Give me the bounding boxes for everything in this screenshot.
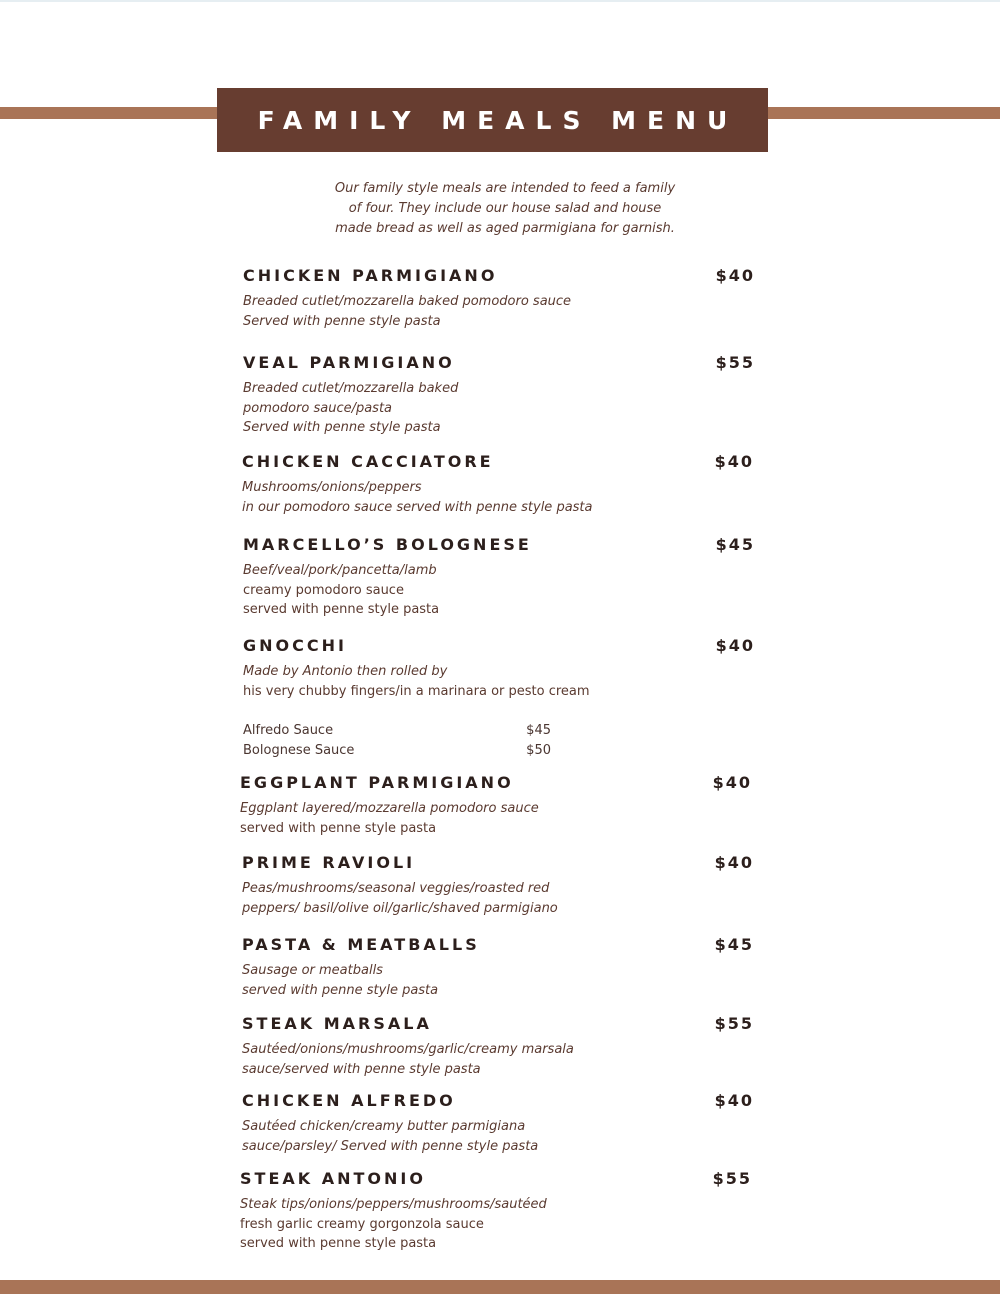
item-price: $40 bbox=[714, 1091, 754, 1110]
item-price: $55 bbox=[714, 1014, 754, 1033]
item-name: MARCELLO’S BOLOGNESE bbox=[243, 535, 532, 554]
item-description bbox=[242, 478, 593, 517]
item-description bbox=[242, 961, 572, 1000]
item-desc-line: Mushrooms/onions/peppers bbox=[242, 480, 422, 495]
menu-title: FAMILY MEALS MENU bbox=[257, 105, 739, 135]
item-desc-line: his very chubby fingers/in a marinara or pesto cream bbox=[243, 683, 590, 699]
item-desc-line: Breaded cutlet/mozzarella baked bbox=[243, 381, 459, 396]
sauce-price: $45 bbox=[526, 723, 551, 738]
item-price: $40 bbox=[712, 773, 752, 792]
item-desc-line: sauce/served with penne style pasta bbox=[242, 1061, 481, 1077]
item-desc-line: Steak tips/onions/peppers/mushrooms/sautéed bbox=[240, 1197, 547, 1212]
item-description bbox=[243, 662, 590, 701]
item-desc-line: in our pomodoro sauce served with penne style pasta bbox=[242, 499, 593, 515]
item-description bbox=[240, 1195, 570, 1254]
item-desc-line: creamy pomodoro sauce bbox=[243, 582, 404, 598]
item-desc-line: Beef/veal/pork/pancetta/lamb bbox=[243, 563, 437, 578]
item-name: CHICKEN PARMIGIANO bbox=[243, 266, 498, 285]
item-desc-line: Served with penne style pasta bbox=[243, 313, 441, 329]
item-desc-line: Breaded cutlet/mozzarella baked pomodoro sauce bbox=[243, 294, 572, 309]
item-desc-line: Sautéed/onions/mushrooms/garlic/creamy marsala bbox=[242, 1042, 574, 1057]
item-desc-line: served with penne style pasta bbox=[240, 820, 437, 836]
item-description bbox=[240, 799, 570, 838]
item-name: CHICKEN ALFREDO bbox=[242, 1091, 456, 1110]
item-price: $40 bbox=[714, 853, 754, 872]
item-desc-line: Eggplant layered/mozzarella pomodoro sauce bbox=[240, 801, 539, 816]
item-desc-line: pomodoro sauce/pasta bbox=[243, 400, 393, 416]
sauce-option bbox=[243, 741, 551, 761]
item-name: CHICKEN CACCIATORE bbox=[242, 452, 494, 471]
item-name: EGGPLANT PARMIGIANO bbox=[240, 773, 514, 792]
item-desc-line: peppers/ basil/olive oil/garlic/shaved parmigiano bbox=[242, 900, 558, 916]
title-box bbox=[217, 88, 768, 152]
gnocchi-sauce-options bbox=[243, 721, 551, 760]
item-price: $55 bbox=[715, 353, 755, 372]
item-price: $40 bbox=[715, 636, 755, 655]
item-description bbox=[243, 379, 573, 438]
item-desc-line: sauce/parsley/ Served with penne style pasta bbox=[242, 1138, 539, 1154]
item-desc-line: served with penne style pasta bbox=[243, 602, 440, 618]
sauce-label: Alfredo Sauce bbox=[243, 723, 334, 738]
sauce-option bbox=[243, 721, 551, 741]
item-description bbox=[243, 561, 573, 620]
item-price: $45 bbox=[715, 535, 755, 554]
item-name: STEAK MARSALA bbox=[242, 1014, 432, 1033]
item-price: $40 bbox=[714, 452, 754, 471]
sauce-price: $50 bbox=[526, 742, 551, 758]
item-description bbox=[242, 879, 572, 918]
item-desc-line: Made by Antonio then rolled by bbox=[243, 664, 448, 679]
top-divider bbox=[0, 0, 1000, 2]
item-desc-line: served with penne style pasta bbox=[240, 1236, 437, 1252]
item-description bbox=[243, 292, 573, 331]
item-name: STEAK ANTONIO bbox=[240, 1169, 426, 1188]
item-desc-line: Peas/mushrooms/seasonal veggies/roasted red bbox=[242, 881, 550, 896]
item-desc-line: Sautéed chicken/creamy butter parmigiana bbox=[242, 1119, 526, 1134]
item-price: $40 bbox=[715, 266, 755, 285]
item-price: $45 bbox=[714, 935, 754, 954]
item-desc-line: Served with penne style pasta bbox=[243, 420, 441, 436]
item-description bbox=[242, 1040, 572, 1079]
item-name: PASTA & MEATBALLS bbox=[242, 935, 480, 954]
item-desc-line: fresh garlic creamy gorgonzola sauce bbox=[240, 1216, 484, 1232]
menu-intro: Our family style meals are intended to feed a family of four. They include our house salad and house made bread as well as aged parmigiana for garnish. bbox=[334, 181, 676, 236]
item-desc-line: served with penne style pasta bbox=[242, 982, 439, 998]
item-desc-line: Sausage or meatballs bbox=[242, 963, 383, 978]
item-name: GNOCCHI bbox=[243, 636, 347, 655]
item-name: VEAL PARMIGIANO bbox=[243, 353, 455, 372]
sauce-label: Bolognese Sauce bbox=[243, 742, 355, 758]
item-price: $55 bbox=[712, 1169, 752, 1188]
item-name: PRIME RAVIOLI bbox=[242, 853, 416, 872]
footer-band bbox=[0, 1280, 1000, 1294]
item-description bbox=[242, 1117, 572, 1156]
